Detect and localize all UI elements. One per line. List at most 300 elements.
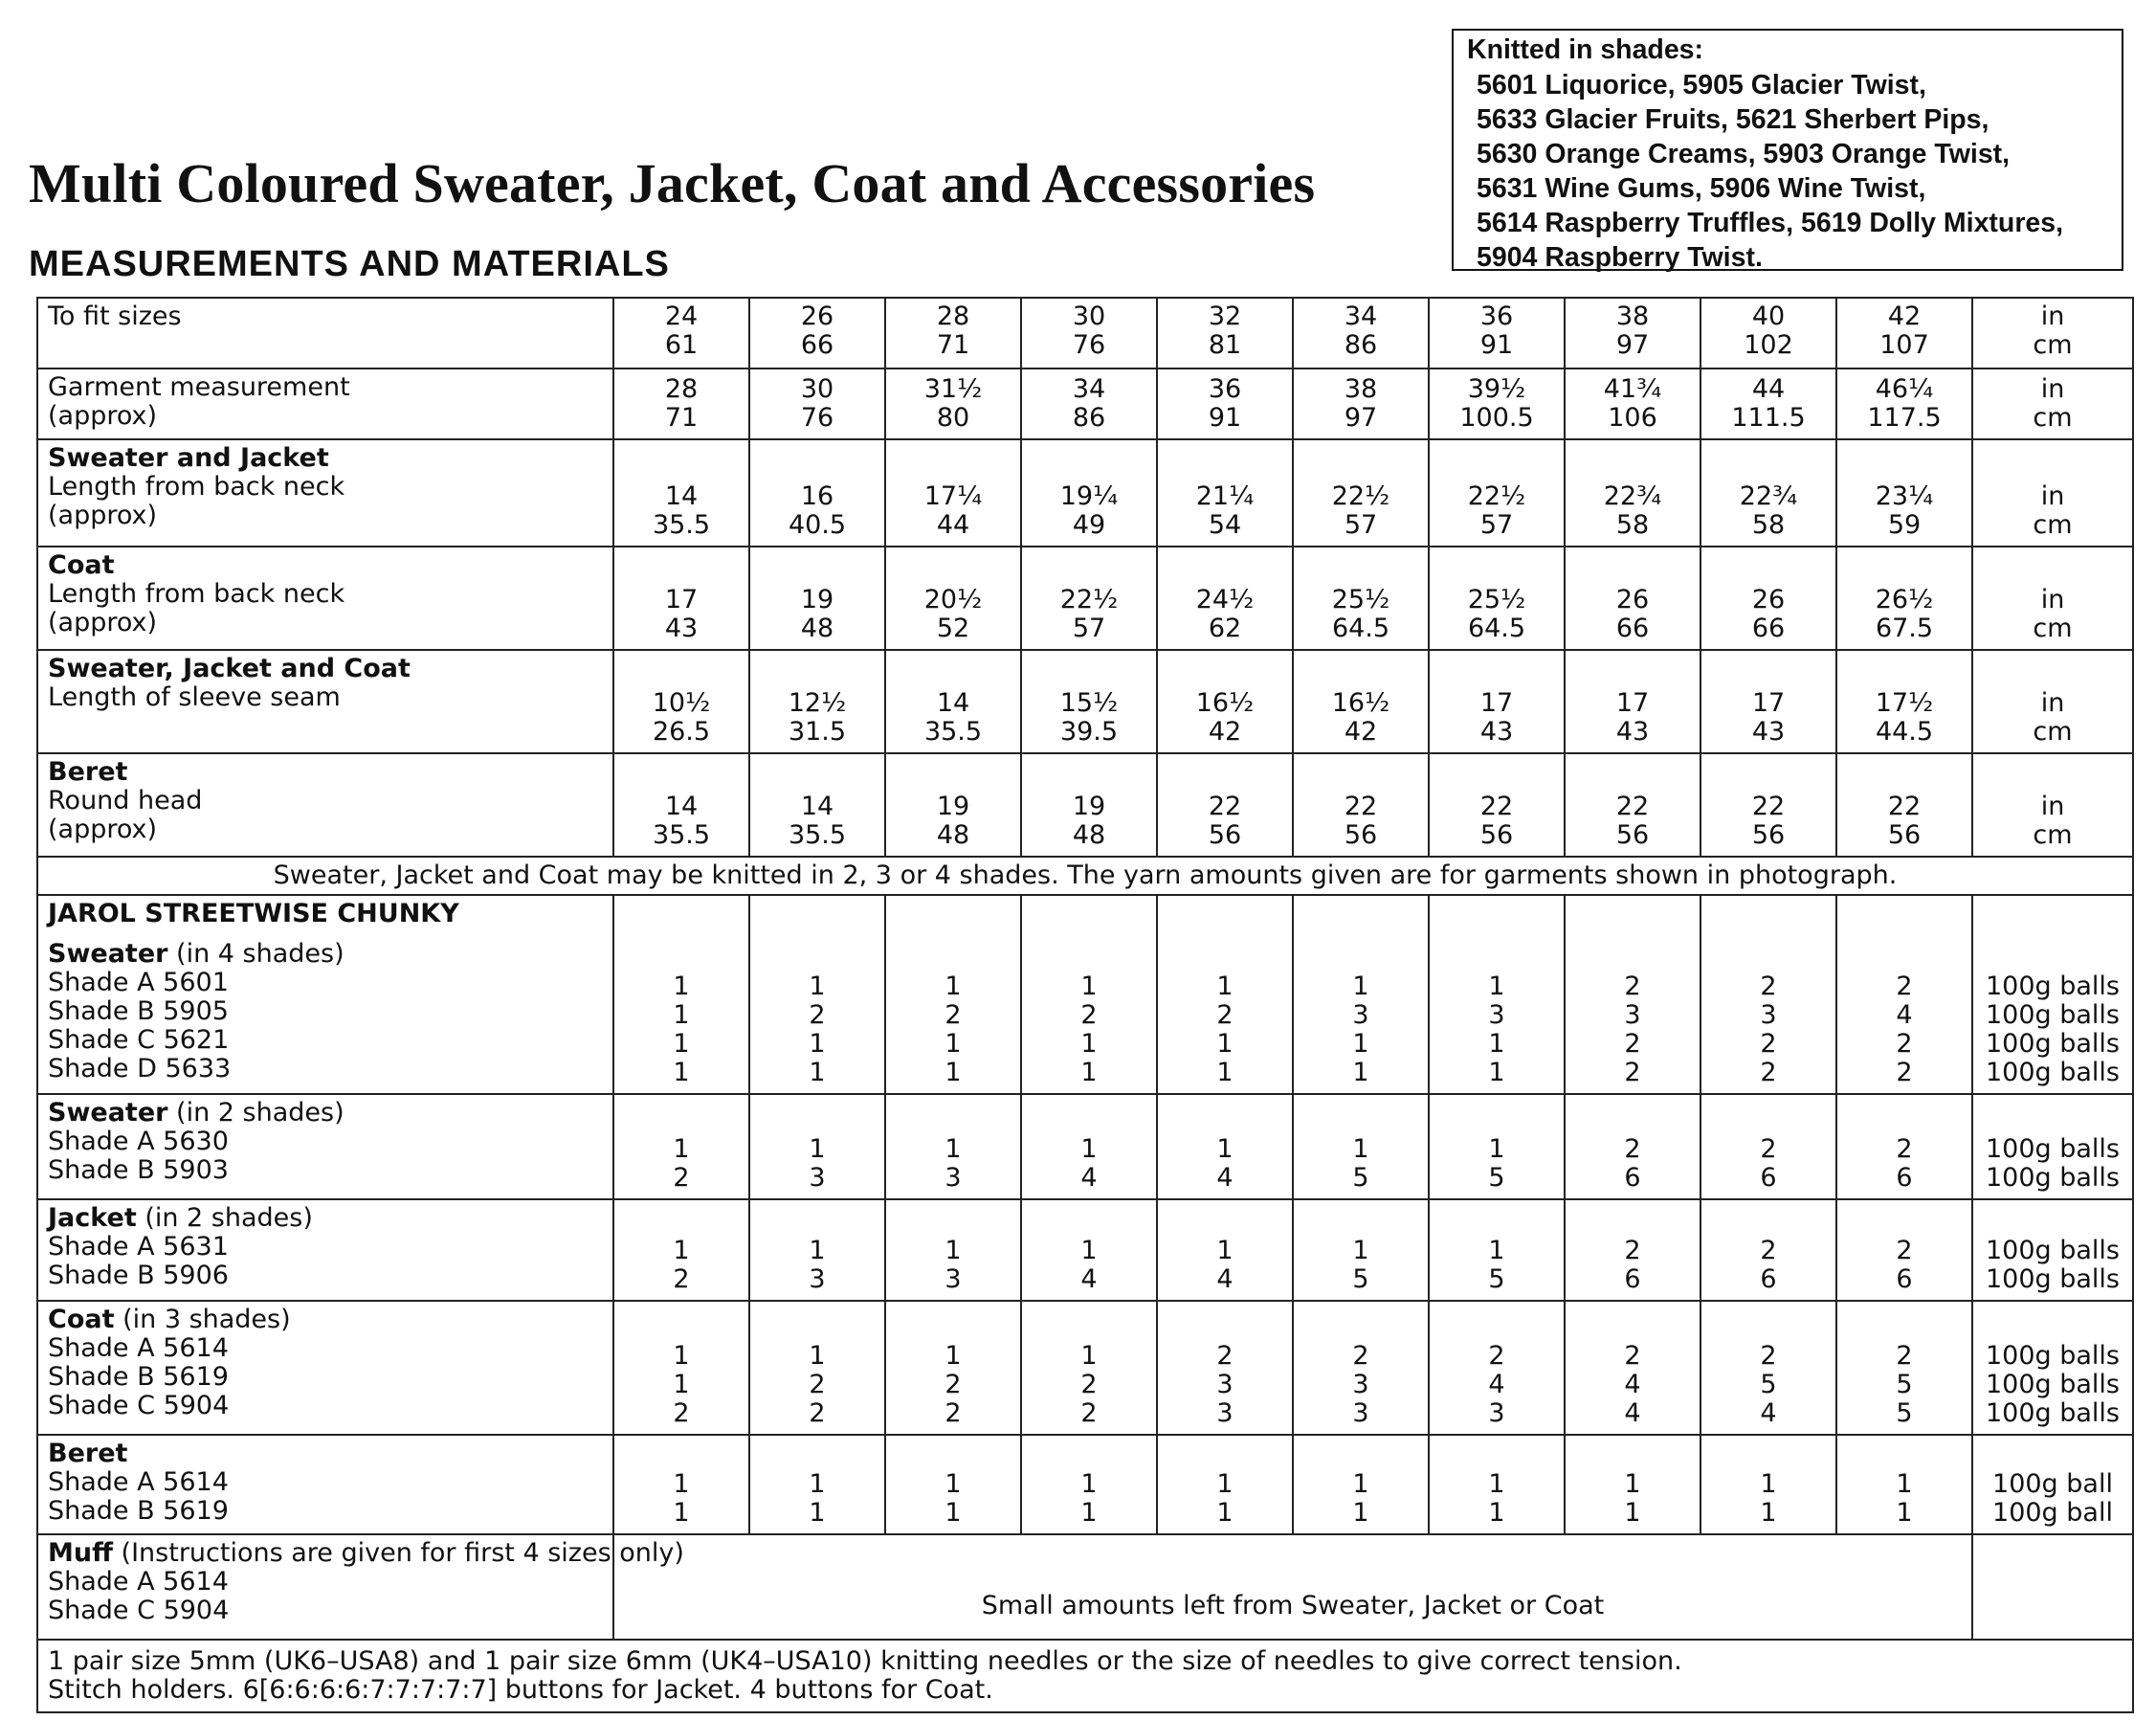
unit-cm: cm (2033, 330, 2073, 360)
yarn-amount: 1 (1352, 1029, 1369, 1059)
yarn-amount: 2 (809, 1398, 826, 1428)
yarn-amount: 6 (1624, 1264, 1641, 1294)
yarn-group-name: Sweater (48, 939, 168, 969)
value-cm: 35.5 (923, 717, 983, 747)
measurement-row (37, 547, 2133, 650)
yarn-amount: 4 (1624, 1398, 1641, 1428)
measurement-label-cell (37, 753, 613, 857)
yarn-amount: 2 (1352, 1341, 1369, 1371)
yarn-amount: 2 (1896, 972, 1913, 1001)
yarn-amount: 5 (1352, 1264, 1369, 1294)
shades-box-line: 5631 Wine Gums, 5906 Wine Twist, (1477, 173, 1926, 204)
yarn-amount: 2 (1896, 1029, 1913, 1059)
unit-cm: cm (2033, 614, 2073, 643)
yarn-amount-cell (1293, 1094, 1429, 1199)
yarn-amount: 1 (1352, 972, 1369, 1001)
measurement-label-cell (37, 298, 613, 369)
measurement-label-cell (37, 547, 613, 650)
yarn-amount: 4 (1624, 1370, 1641, 1399)
yarn-amount-cell (1700, 1199, 1836, 1301)
yarn-amount: 6 (1760, 1163, 1777, 1193)
yarn-amount: 1 (1896, 1469, 1913, 1499)
yarn-unit: 100g balls (1985, 1029, 2120, 1059)
yarn-amount: 1 (1488, 1469, 1505, 1499)
yarn-amount: 1 (1216, 1058, 1234, 1087)
yarn-amount: 4 (1760, 1398, 1777, 1428)
value-in: 44 (1751, 374, 1786, 404)
yarn-amount: 1 (1216, 1029, 1234, 1059)
yarn-amount-cell (749, 1094, 885, 1199)
yarn-unit: 100g ball (1992, 1498, 2113, 1528)
yarn-amount: 1 (1488, 1236, 1505, 1265)
yarn-amount-cell (1429, 1301, 1565, 1435)
yarn-amount-cell (1293, 895, 1429, 1094)
materials-table-body (37, 298, 2133, 1712)
value-in: 32 (1208, 302, 1242, 331)
value-in: 39½ (1467, 374, 1526, 404)
shade-label: Shade A 5614 (48, 1333, 229, 1363)
shade-label: Shade A 5614 (48, 1467, 229, 1497)
yarn-amount: 2 (1760, 1029, 1777, 1059)
value-in: 41¾ (1603, 374, 1662, 404)
size-value-cell (1429, 298, 1565, 369)
value-in: 17 (664, 585, 699, 614)
measurement-label: Length of sleeve seam (48, 682, 341, 712)
yarn-unit: 100g balls (1985, 1163, 2120, 1193)
yarn-amount: 1 (945, 1236, 962, 1265)
value-in: 46¼ (1875, 374, 1934, 404)
shades-box-line: 5904 Raspberry Twist. (1477, 242, 1763, 273)
yarn-amount: 1 (1760, 1469, 1777, 1499)
yarn-unit: 100g balls (1985, 1264, 2120, 1294)
size-value-cell (749, 369, 885, 439)
muff-amount-cell: Small amounts left from Sweater, Jacket or Coat (613, 1534, 1972, 1640)
yarn-amount: 1 (1216, 1236, 1234, 1265)
yarn-amount: 2 (1760, 972, 1777, 1001)
value-in: 28 (664, 374, 699, 404)
yarn-unit: 100g balls (1985, 1341, 2120, 1371)
size-value-cell (1429, 650, 1565, 753)
size-value-cell (1021, 547, 1157, 650)
value-cm: 31.5 (788, 717, 847, 747)
value-in: 22 (1208, 792, 1242, 821)
yarn-amount-cell (885, 1301, 1021, 1435)
yarn-amount: 5 (1760, 1370, 1777, 1399)
yarn-group-name: Beret (48, 1439, 128, 1468)
value-cm: 56 (1751, 820, 1786, 850)
value-in: 15½ (1059, 688, 1119, 718)
yarn-amount: 1 (809, 1341, 826, 1371)
value-in: 30 (800, 374, 834, 404)
value-cm: 106 (1608, 403, 1657, 433)
value-in: 14 (664, 792, 699, 821)
shades-box-heading: Knitted in shades: (1467, 34, 1704, 65)
yarn-amount: 1 (1488, 1134, 1505, 1164)
yarn-amount-cell (1836, 895, 1972, 1094)
value-cm: 43 (1751, 717, 1786, 747)
yarn-amount: 3 (945, 1163, 962, 1193)
yarn-amount: 1 (945, 1469, 962, 1499)
yarn-amount: 3 (1488, 1398, 1505, 1428)
yarn-amount: 2 (1760, 1058, 1777, 1087)
unit-cell (1972, 298, 2133, 369)
yarn-amount: 1 (809, 1469, 826, 1499)
value-cm: 48 (936, 820, 970, 850)
measurement-label-cell (37, 439, 613, 547)
yarn-amount: 1 (809, 1029, 826, 1059)
yarn-amount: 5 (1352, 1163, 1369, 1193)
value-cm: 86 (1072, 403, 1106, 433)
value-cm: 57 (1479, 510, 1514, 540)
yarn-amount: 2 (1216, 1000, 1234, 1030)
yarn-unit: 100g balls (1985, 1058, 2120, 1087)
yarn-amount-cell (1836, 1199, 1972, 1301)
yarn-amount-cell (1429, 895, 1565, 1094)
value-cm: 64.5 (1331, 614, 1390, 643)
yarn-amount: 5 (1488, 1264, 1505, 1294)
unit-cm: cm (2033, 403, 2073, 433)
yarn-amount: 3 (1760, 1000, 1777, 1030)
value-in: 23¼ (1875, 481, 1934, 511)
yarn-group-qualifier: (in 2 shades) (167, 1098, 345, 1128)
value-in: 40 (1751, 302, 1786, 331)
measurement-label: Length from back neck (48, 579, 345, 609)
yarn-amount: 1 (673, 1134, 690, 1164)
yarn-amount: 3 (945, 1264, 962, 1294)
value-in: 22½ (1467, 481, 1526, 511)
yarn-amount-cell (1565, 1301, 1700, 1435)
yarn-amount: 1 (1080, 1469, 1098, 1499)
yarn-amount: 1 (673, 1498, 690, 1528)
yarn-label-cell (37, 1094, 613, 1199)
value-in: 22 (1615, 792, 1650, 821)
value-in: 17 (1751, 688, 1786, 718)
value-cm: 56 (1887, 820, 1922, 850)
yarn-group-title (48, 1099, 603, 1128)
yarn-amount: 2 (1624, 1029, 1641, 1059)
yarn-amount: 6 (1760, 1264, 1777, 1294)
yarn-unit-cell (1972, 1301, 2133, 1435)
size-value-cell (1429, 369, 1565, 439)
measurement-label: (approx) (48, 815, 158, 844)
yarn-amount: 2 (809, 1370, 826, 1399)
size-value-cell (1565, 547, 1700, 650)
unit-cell (1972, 439, 2133, 547)
yarn-amount: 1 (1624, 1498, 1641, 1528)
yarn-amount: 1 (1352, 1498, 1369, 1528)
shades-box-line: 5614 Raspberry Truffles, 5619 Dolly Mixtures, (1477, 208, 2064, 238)
value-cm: 102 (1744, 330, 1793, 360)
yarn-amount: 6 (1896, 1163, 1913, 1193)
yarn-amount-cell (885, 895, 1021, 1094)
yarn-amount: 3 (1352, 1398, 1369, 1428)
size-value-cell (885, 439, 1021, 547)
shade-label: Shade B 5903 (48, 1155, 229, 1185)
unit-cell (1972, 753, 2133, 857)
value-in: 16 (800, 481, 834, 511)
measurement-group-label: Sweater and Jacket (48, 443, 329, 473)
size-value-cell (613, 439, 749, 547)
size-value-cell (749, 298, 885, 369)
size-value-cell (613, 298, 749, 369)
yarn-amount: 1 (1352, 1058, 1369, 1087)
footer-line: 1 pair size 5mm (UK6–USA8) and 1 pair size 6mm (UK4–USA10) knitting needles or the size of needles to give correct tension. (48, 1646, 1682, 1676)
yarn-amount: 5 (1896, 1370, 1913, 1399)
unit-cm: cm (2033, 510, 2073, 540)
size-value-cell (1293, 369, 1429, 439)
size-value-cell (1021, 753, 1157, 857)
value-in: 22¾ (1739, 481, 1798, 511)
value-cm: 35.5 (652, 510, 711, 540)
value-in: 34 (1072, 374, 1106, 404)
yarn-amount-cell (749, 1435, 885, 1534)
unit-in: in (2040, 302, 2065, 331)
value-in: 22 (1479, 792, 1514, 821)
size-value-cell (1021, 650, 1157, 753)
value-cm: 43 (1615, 717, 1650, 747)
shades-box-line: 5601 Liquorice, 5905 Glacier Twist, (1477, 70, 1926, 101)
yarn-unit-cell (1972, 1094, 2133, 1199)
measurement-label: Round head (48, 786, 203, 815)
size-value-cell (1700, 650, 1836, 753)
yarn-amount: 2 (1896, 1058, 1913, 1087)
yarn-amount-cell (885, 1199, 1021, 1301)
yarn-unit-cell (1972, 895, 2133, 1094)
value-cm: 97 (1344, 403, 1378, 433)
yarn-unit: 100g balls (1985, 972, 2120, 1001)
yarn-amount: 5 (1488, 1163, 1505, 1193)
yarn-amount: 1 (1352, 1469, 1369, 1499)
yarn-amount: 6 (1624, 1163, 1641, 1193)
muff-unit-cell (1972, 1534, 2133, 1640)
shade-label: Shade A 5601 (48, 968, 229, 997)
size-value-cell (1700, 439, 1836, 547)
value-in: 17½ (1875, 688, 1934, 718)
yarn-amount: 2 (1896, 1134, 1913, 1164)
yarn-amount-cell (1700, 1301, 1836, 1435)
measurement-label-cell (37, 650, 613, 753)
unit-in: in (2040, 688, 2065, 718)
yarn-amount-cell (1565, 1094, 1700, 1199)
yarn-label-cell (37, 1301, 613, 1435)
size-value-cell (1565, 753, 1700, 857)
yarn-unit-cell (1972, 1199, 2133, 1301)
value-in: 25½ (1331, 585, 1390, 614)
yarn-group-name: Sweater (48, 1098, 168, 1128)
yarn-amount: 1 (1488, 1498, 1505, 1528)
yarn-amount-cell (1700, 1435, 1836, 1534)
yarn-amount-cell (1021, 1199, 1157, 1301)
value-in: 17 (1479, 688, 1514, 718)
value-cm: 52 (936, 614, 970, 643)
yarn-amount-cell (749, 1301, 885, 1435)
value-cm: 44 (936, 510, 970, 540)
yarn-amount: 1 (945, 1058, 962, 1087)
value-in: 22 (1344, 792, 1378, 821)
unit-cm: cm (2033, 717, 2073, 747)
value-cm: 91 (1479, 330, 1514, 360)
size-value-cell (1021, 369, 1157, 439)
size-value-cell (1293, 439, 1429, 547)
yarn-amount: 2 (1624, 1134, 1641, 1164)
value-cm: 97 (1615, 330, 1650, 360)
yarn-amount-cell (1429, 1435, 1565, 1534)
value-cm: 117.5 (1867, 403, 1942, 433)
yarn-amount: 2 (809, 1000, 826, 1030)
size-value-cell (1565, 650, 1700, 753)
size-value-cell (1836, 650, 1972, 753)
value-cm: 42 (1208, 717, 1242, 747)
size-value-cell (1429, 753, 1565, 857)
yarn-group-name: Coat (48, 1305, 115, 1334)
yarn-amount: 1 (1216, 1469, 1234, 1499)
yarn-amount: 3 (1216, 1370, 1234, 1399)
yarn-amount: 1 (809, 972, 826, 1001)
yarn-group-name: Jacket (48, 1203, 137, 1233)
yarn-amount: 3 (1488, 1000, 1505, 1030)
yarn-amount-cell (1565, 895, 1700, 1094)
yarn-group-row (37, 1094, 2133, 1199)
yarn-amount: 4 (1216, 1264, 1234, 1294)
yarn-amount-cell (1021, 1435, 1157, 1534)
measurement-label: Garment measurement (48, 372, 350, 402)
yarn-group-qualifier: (in 3 shades) (114, 1305, 291, 1334)
size-value-cell (1700, 298, 1836, 369)
shade-label: Shade C 5904 (48, 1596, 230, 1625)
size-value-cell (1021, 439, 1157, 547)
yarn-amount: 3 (1352, 1370, 1369, 1399)
value-cm: 86 (1344, 330, 1378, 360)
value-in: 22½ (1059, 585, 1119, 614)
yarn-amount-cell (1700, 1094, 1836, 1199)
size-value-cell (1293, 753, 1429, 857)
value-cm: 107 (1879, 330, 1929, 360)
yarn-group-title (48, 1440, 603, 1468)
value-in: 38 (1615, 302, 1650, 331)
value-in: 14 (936, 688, 970, 718)
yarn-amount-cell (1293, 1435, 1429, 1534)
yarn-amount-cell (1021, 1094, 1157, 1199)
measurement-row (37, 753, 2133, 857)
yarn-amount-cell (1836, 1435, 1972, 1534)
footer-row (37, 1640, 2133, 1712)
value-cm: 67.5 (1875, 614, 1934, 643)
value-cm: 66 (1751, 614, 1786, 643)
value-in: 36 (1208, 374, 1242, 404)
yarn-group-row (37, 1301, 2133, 1435)
yarn-amount: 2 (1624, 972, 1641, 1001)
yarn-group-row (37, 1435, 2133, 1534)
yarn-amount: 1 (1352, 1236, 1369, 1265)
value-cm: 56 (1344, 820, 1378, 850)
size-value-cell (1565, 439, 1700, 547)
value-cm: 91 (1208, 403, 1242, 433)
value-in: 19¼ (1059, 481, 1119, 511)
yarn-label-cell (37, 895, 613, 1094)
value-in: 19 (800, 585, 834, 614)
value-in: 19 (1072, 792, 1106, 821)
value-in: 42 (1887, 302, 1922, 331)
footer-line: Stitch holders. 6[6:6:6:6:7:7:7:7:7] buttons for Jacket. 4 buttons for Coat. (48, 1675, 993, 1705)
yarn-amount: 3 (809, 1264, 826, 1294)
value-cm: 43 (1479, 717, 1514, 747)
value-cm: 44.5 (1875, 717, 1934, 747)
yarn-amount-cell (1565, 1435, 1700, 1534)
yarn-amount-cell (1157, 895, 1293, 1094)
yarn-amount: 4 (1080, 1163, 1098, 1193)
size-value-cell (1157, 753, 1293, 857)
size-value-cell (613, 547, 749, 650)
value-cm: 48 (1072, 820, 1106, 850)
yarn-amount: 6 (1896, 1264, 1913, 1294)
yarn-label-cell (37, 1199, 613, 1301)
yarn-amount: 3 (1216, 1398, 1234, 1428)
value-in: 31½ (923, 374, 983, 404)
size-value-cell (613, 753, 749, 857)
unit-in: in (2040, 481, 2065, 511)
yarn-amount-cell (749, 895, 885, 1094)
shade-label: Shade B 5619 (48, 1496, 229, 1526)
size-value-cell (1429, 547, 1565, 650)
yarn-amount: 1 (1080, 1134, 1098, 1164)
yarn-amount: 2 (1896, 1236, 1913, 1265)
yarn-amount: 2 (1488, 1341, 1505, 1371)
size-value-cell (1836, 298, 1972, 369)
measurement-row (37, 650, 2133, 753)
yarn-amount-cell (1565, 1199, 1700, 1301)
value-cm: 111.5 (1731, 403, 1806, 433)
yarn-unit: 100g balls (1985, 1000, 2120, 1030)
yarn-amount: 2 (1624, 1341, 1641, 1371)
yarn-amount: 1 (673, 1058, 690, 1087)
muff-row (37, 1534, 2133, 1640)
shade-label: Shade B 5905 (48, 996, 229, 1026)
yarn-amount: 1 (809, 1236, 826, 1265)
size-value-cell (613, 369, 749, 439)
size-value-cell (885, 369, 1021, 439)
size-value-cell (1836, 369, 1972, 439)
yarn-amount-cell (1157, 1094, 1293, 1199)
yarn-amount: 2 (1624, 1058, 1641, 1087)
yarn-amount: 2 (1760, 1236, 1777, 1265)
shade-label: Shade A 5631 (48, 1232, 229, 1262)
yarn-group-row (37, 895, 2133, 1094)
size-value-cell (885, 298, 1021, 369)
yarn-amount: 2 (673, 1163, 690, 1193)
yarn-amount-cell (613, 1301, 749, 1435)
value-in: 22 (1751, 792, 1786, 821)
value-in: 26 (800, 302, 834, 331)
value-in: 19 (936, 792, 970, 821)
yarn-amount: 1 (1352, 1134, 1369, 1164)
yarn-amount: 1 (1216, 972, 1234, 1001)
value-cm: 81 (1208, 330, 1242, 360)
yarn-amount: 2 (945, 1000, 962, 1030)
size-value-cell (1836, 439, 1972, 547)
yarn-unit: 100g balls (1985, 1236, 2120, 1265)
yarn-amount-cell (613, 1435, 749, 1534)
measurement-group-label: Coat (48, 550, 115, 580)
size-value-cell (1021, 298, 1157, 369)
shade-label: Shade D 5633 (48, 1054, 232, 1083)
yarn-amount: 1 (673, 1341, 690, 1371)
yarn-amount: 1 (809, 1058, 826, 1087)
value-in: 22¾ (1603, 481, 1662, 511)
yarn-amount: 1 (1080, 1029, 1098, 1059)
size-value-cell (1293, 298, 1429, 369)
value-in: 24½ (1195, 585, 1255, 614)
unit-cell (1972, 650, 2133, 753)
